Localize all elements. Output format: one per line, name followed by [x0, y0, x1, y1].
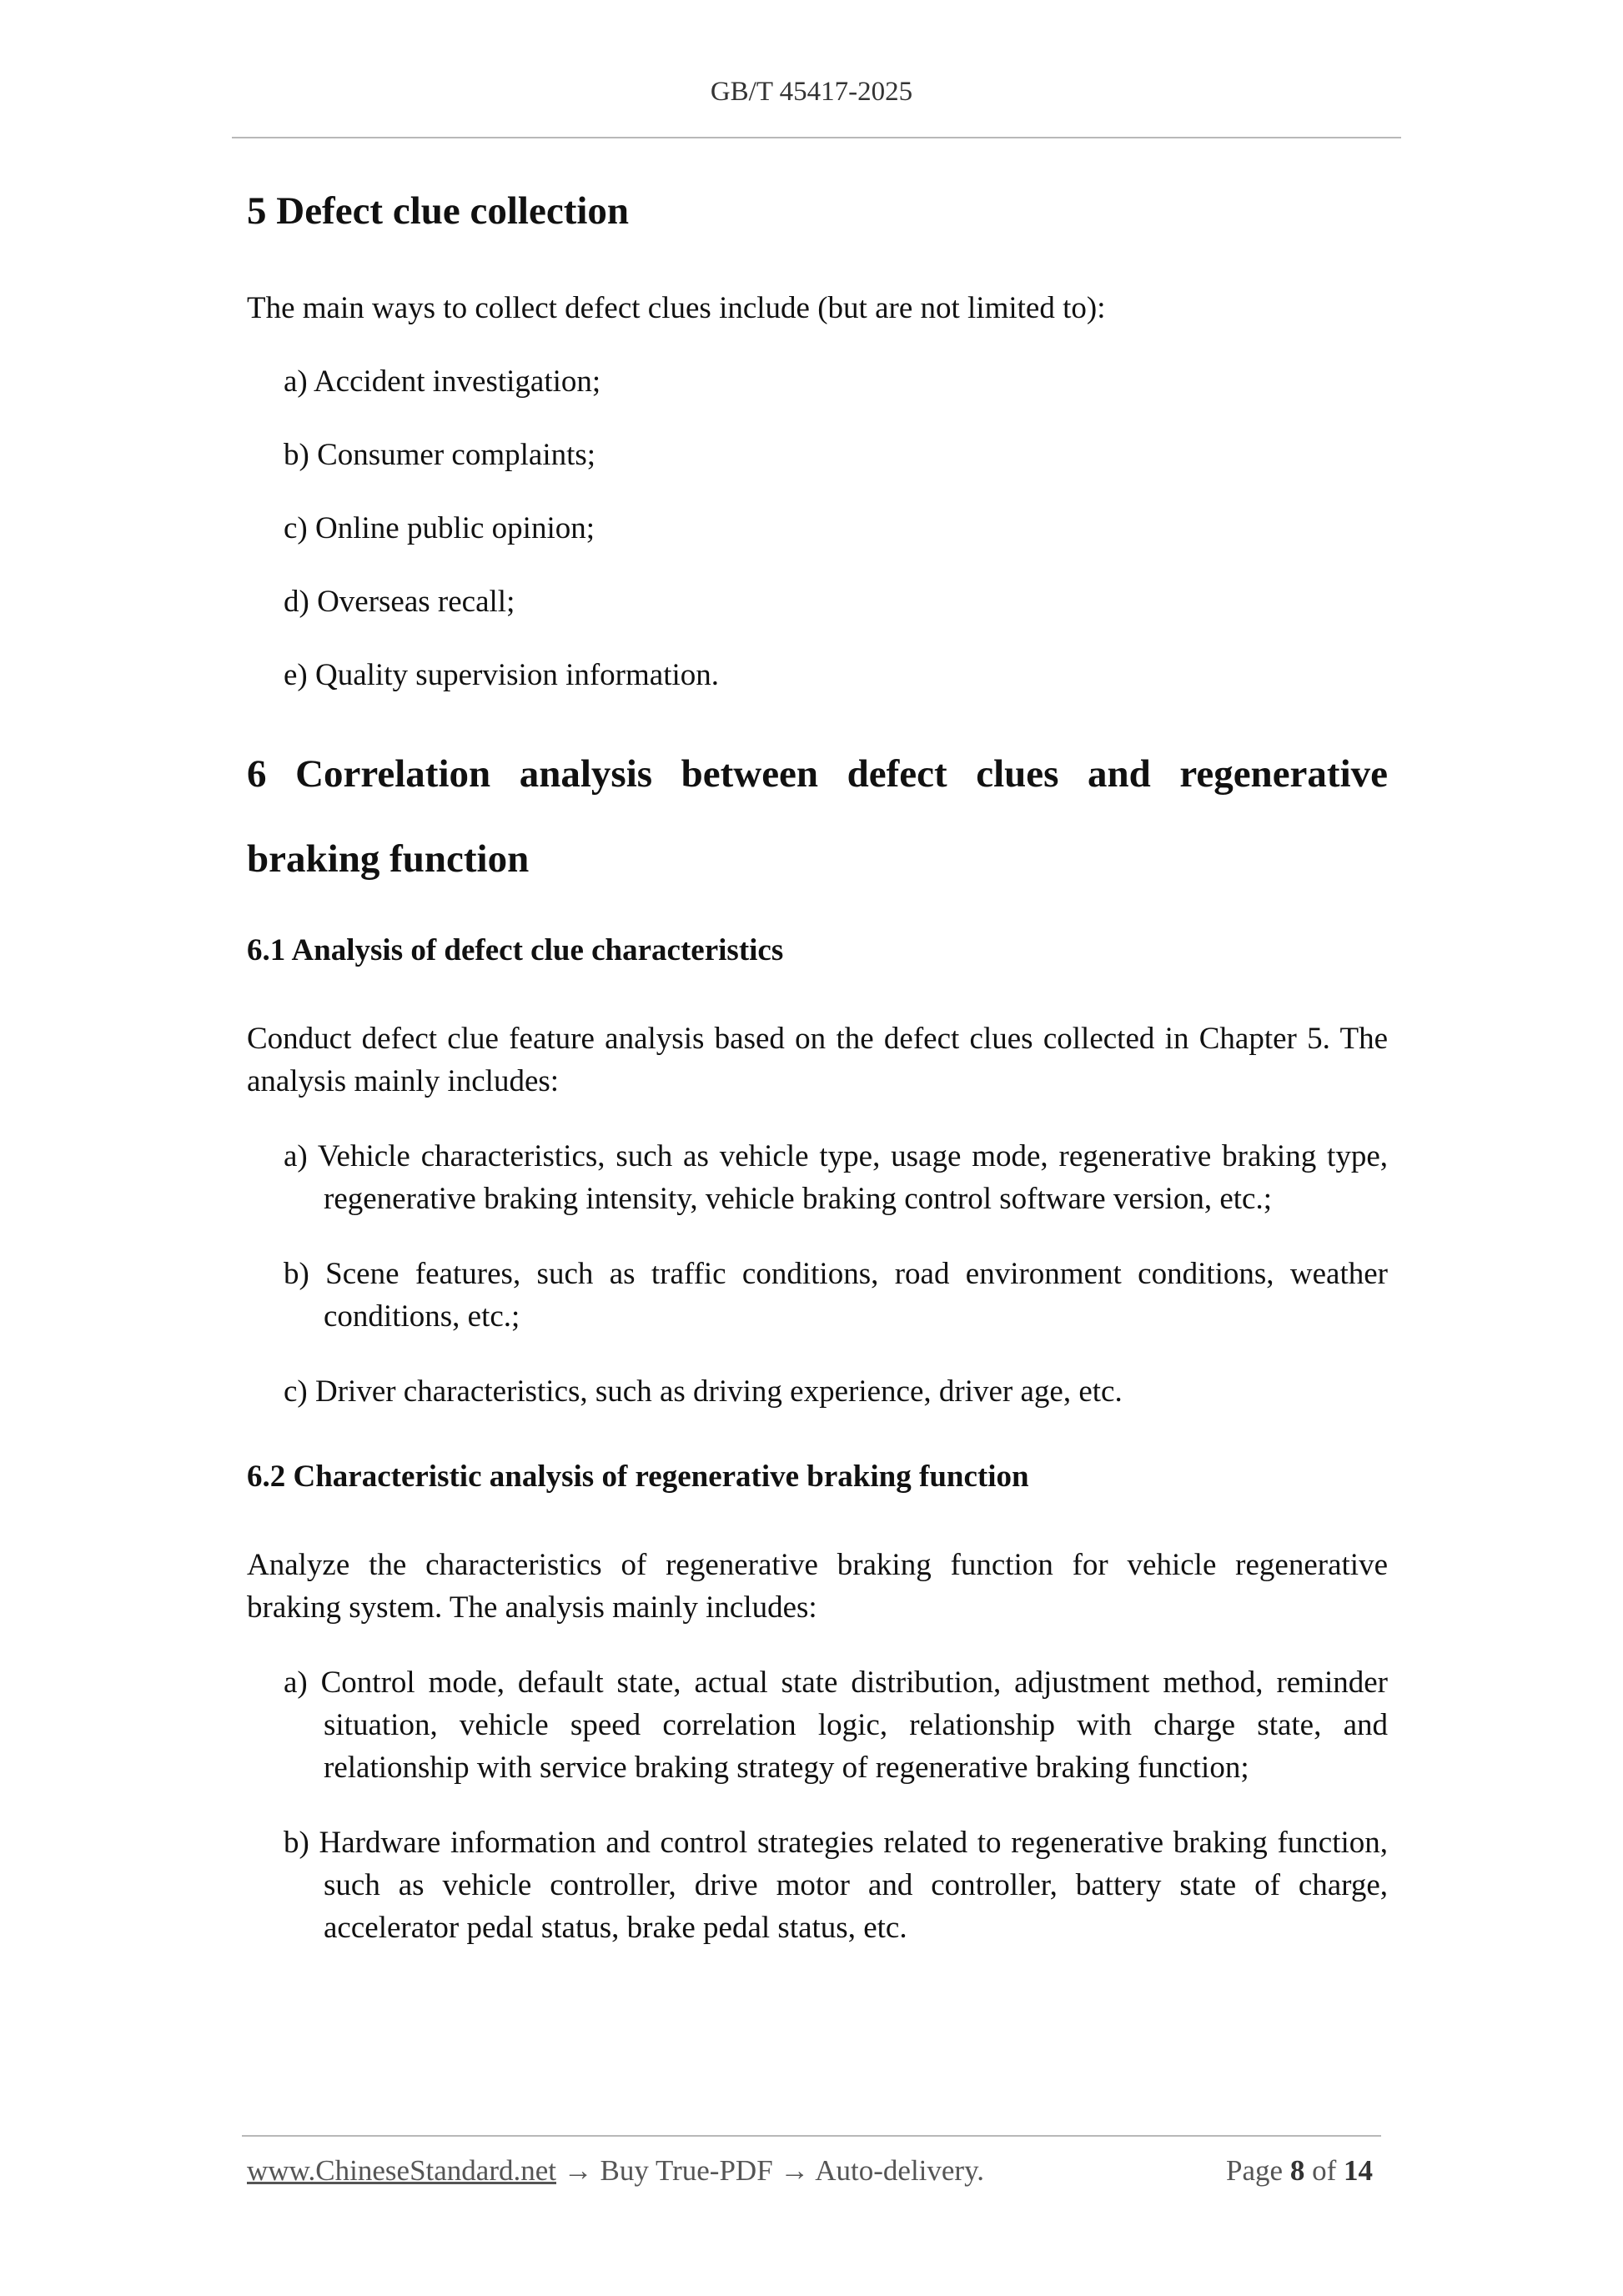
list-item: b) Consumer complaints; [284, 438, 596, 473]
of-label: of [1312, 2154, 1337, 2187]
footer-divider [242, 2135, 1381, 2137]
section-6-heading: 6 Correlation analysis between defect clues and regenerative braking function [247, 752, 1388, 882]
list-item: d) Overseas recall; [284, 585, 515, 620]
list-item: c) Online public opinion; [284, 511, 595, 546]
page-number: 8 [1289, 2154, 1305, 2187]
section-6-1-heading: 6.1 Analysis of defect clue characteristics [247, 933, 784, 968]
footer-promo [247, 2154, 984, 2188]
page-indicator [1226, 2154, 1373, 2188]
section-5-intro: The main ways to collect defect clues include (but are not limited to): [247, 291, 1106, 326]
site-link[interactable]: www.ChineseStandard.net [247, 2154, 556, 2187]
list-item: b) Hardware information and control strategies related to regenerative braking function, such as vehicle controller, drive motor and controller, battery state of charge, accelerator pedal status, brake pedal status, etc. [284, 1825, 1388, 1945]
section-6-2-heading: 6.2 Characteristic analysis of regenerative braking function [247, 1459, 1029, 1495]
arrow-right-icon: → [780, 2154, 810, 2187]
buy-text: Buy True-PDF [600, 2154, 773, 2187]
document-header [0, 77, 1623, 108]
section-6-1-intro: Conduct defect clue feature analysis based on the defect clues collected in Chapter 5. The analysis mainly includes: [247, 1022, 1388, 1099]
list-item: b) Scene features, such as traffic conditions, road environment conditions, weather conditions, etc.; [284, 1257, 1388, 1334]
list-item: e) Quality supervision information. [284, 658, 720, 693]
list-item: a) Accident investigation; [284, 364, 601, 399]
list-item: c) Driver characteristics, such as driving experience, driver age, etc. [284, 1374, 1123, 1409]
header-divider [232, 137, 1401, 138]
section-6-2-intro: Analyze the characteristics of regenerative braking function for vehicle regenerative braking system. The analysis mainly includes: [247, 1547, 1388, 1625]
list-item: a) Vehicle characteristics, such as vehicle type, usage mode, regenerative braking type, regenerative braking intensity, vehicle braking control software version, etc.; [284, 1139, 1388, 1217]
page-label: Page [1226, 2154, 1284, 2187]
list-item: a) Control mode, default state, actual state distribution, adjustment method, reminder situation, vehicle speed correlation logic, relationship with charge state, and relationship with service braking strategy of regenerative braking function; [284, 1665, 1388, 1785]
page-total: 14 [1344, 2154, 1373, 2187]
arrow-right-icon: → [563, 2154, 593, 2187]
standard-number: GB/T 45417-2025 [710, 77, 913, 107]
section-5-heading: 5 Defect clue collection [247, 189, 630, 233]
delivery-text: Auto-delivery. [815, 2154, 985, 2187]
page-content [247, 188, 1388, 1949]
